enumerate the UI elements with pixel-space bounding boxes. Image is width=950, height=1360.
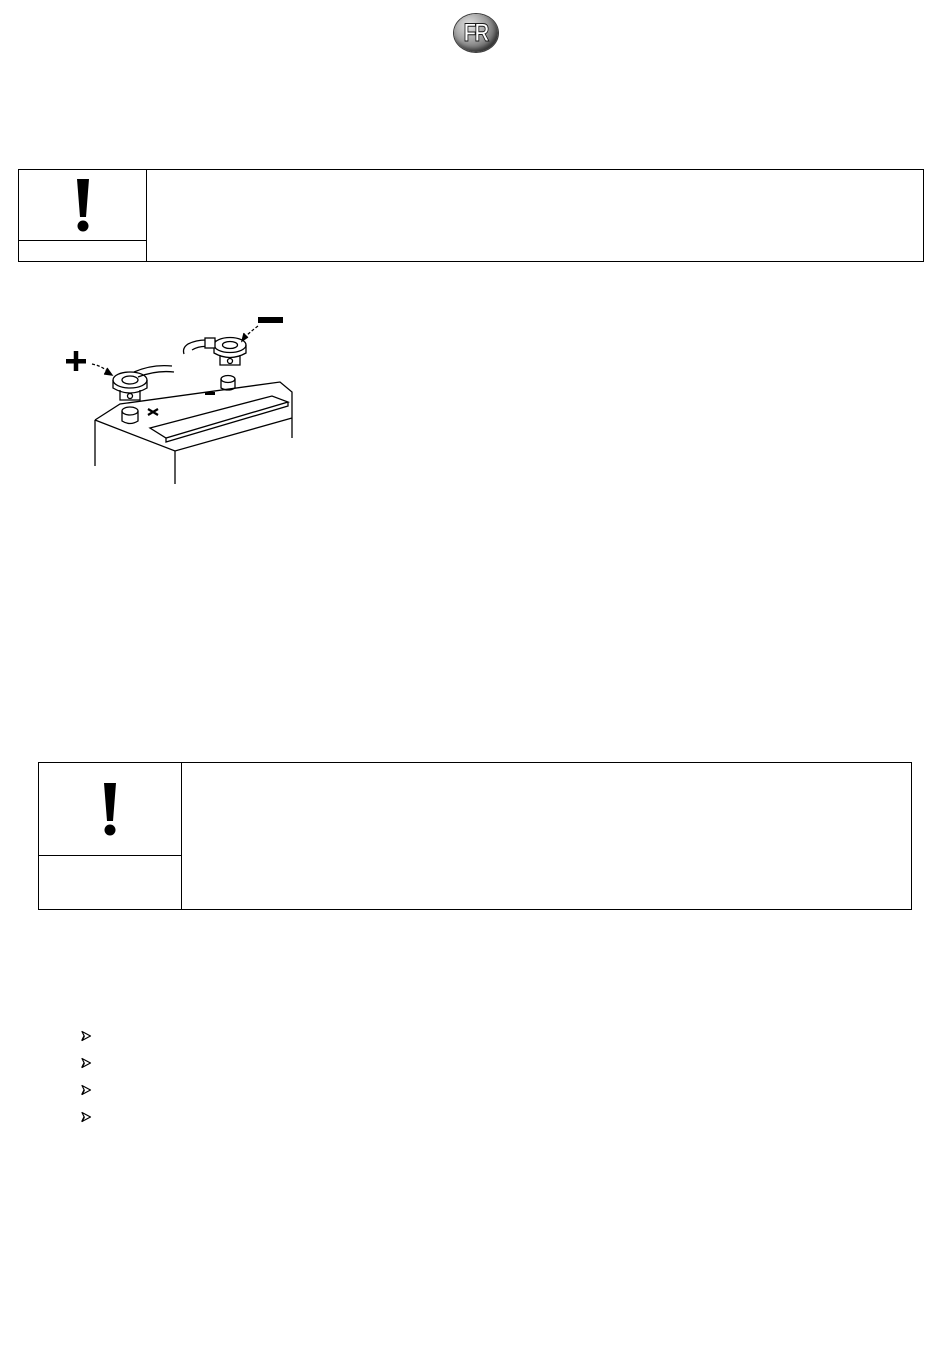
warning-box	[38, 762, 912, 910]
battery-terminal-illustration	[60, 308, 300, 484]
arrow-bullet-icon	[80, 1030, 92, 1042]
warning-text	[182, 763, 911, 909]
language-badge-label: FR	[463, 18, 489, 47]
negative-sign-icon	[258, 317, 283, 323]
list-item	[80, 1022, 102, 1049]
list-item	[80, 1076, 102, 1103]
warning-icon-cell	[39, 763, 182, 909]
arrow-bullet-icon	[80, 1057, 92, 1069]
bullet-list	[80, 1022, 102, 1130]
warning-text	[147, 170, 923, 261]
language-badge	[454, 14, 498, 52]
list-item	[80, 1049, 102, 1076]
exclamation-icon	[100, 781, 120, 837]
list-item	[80, 1103, 102, 1130]
battery-drawing	[92, 326, 292, 484]
arrow-bullet-icon	[80, 1084, 92, 1096]
exclamation-icon	[73, 177, 93, 233]
warning-box	[18, 169, 924, 262]
warning-icon-caption	[19, 240, 146, 261]
warning-icon-area	[19, 170, 146, 240]
warning-icon-area	[39, 763, 181, 855]
arrow-bullet-icon	[80, 1111, 92, 1123]
warning-icon-cell	[19, 170, 147, 261]
warning-icon-caption	[39, 855, 181, 909]
positive-sign-icon	[66, 351, 86, 371]
